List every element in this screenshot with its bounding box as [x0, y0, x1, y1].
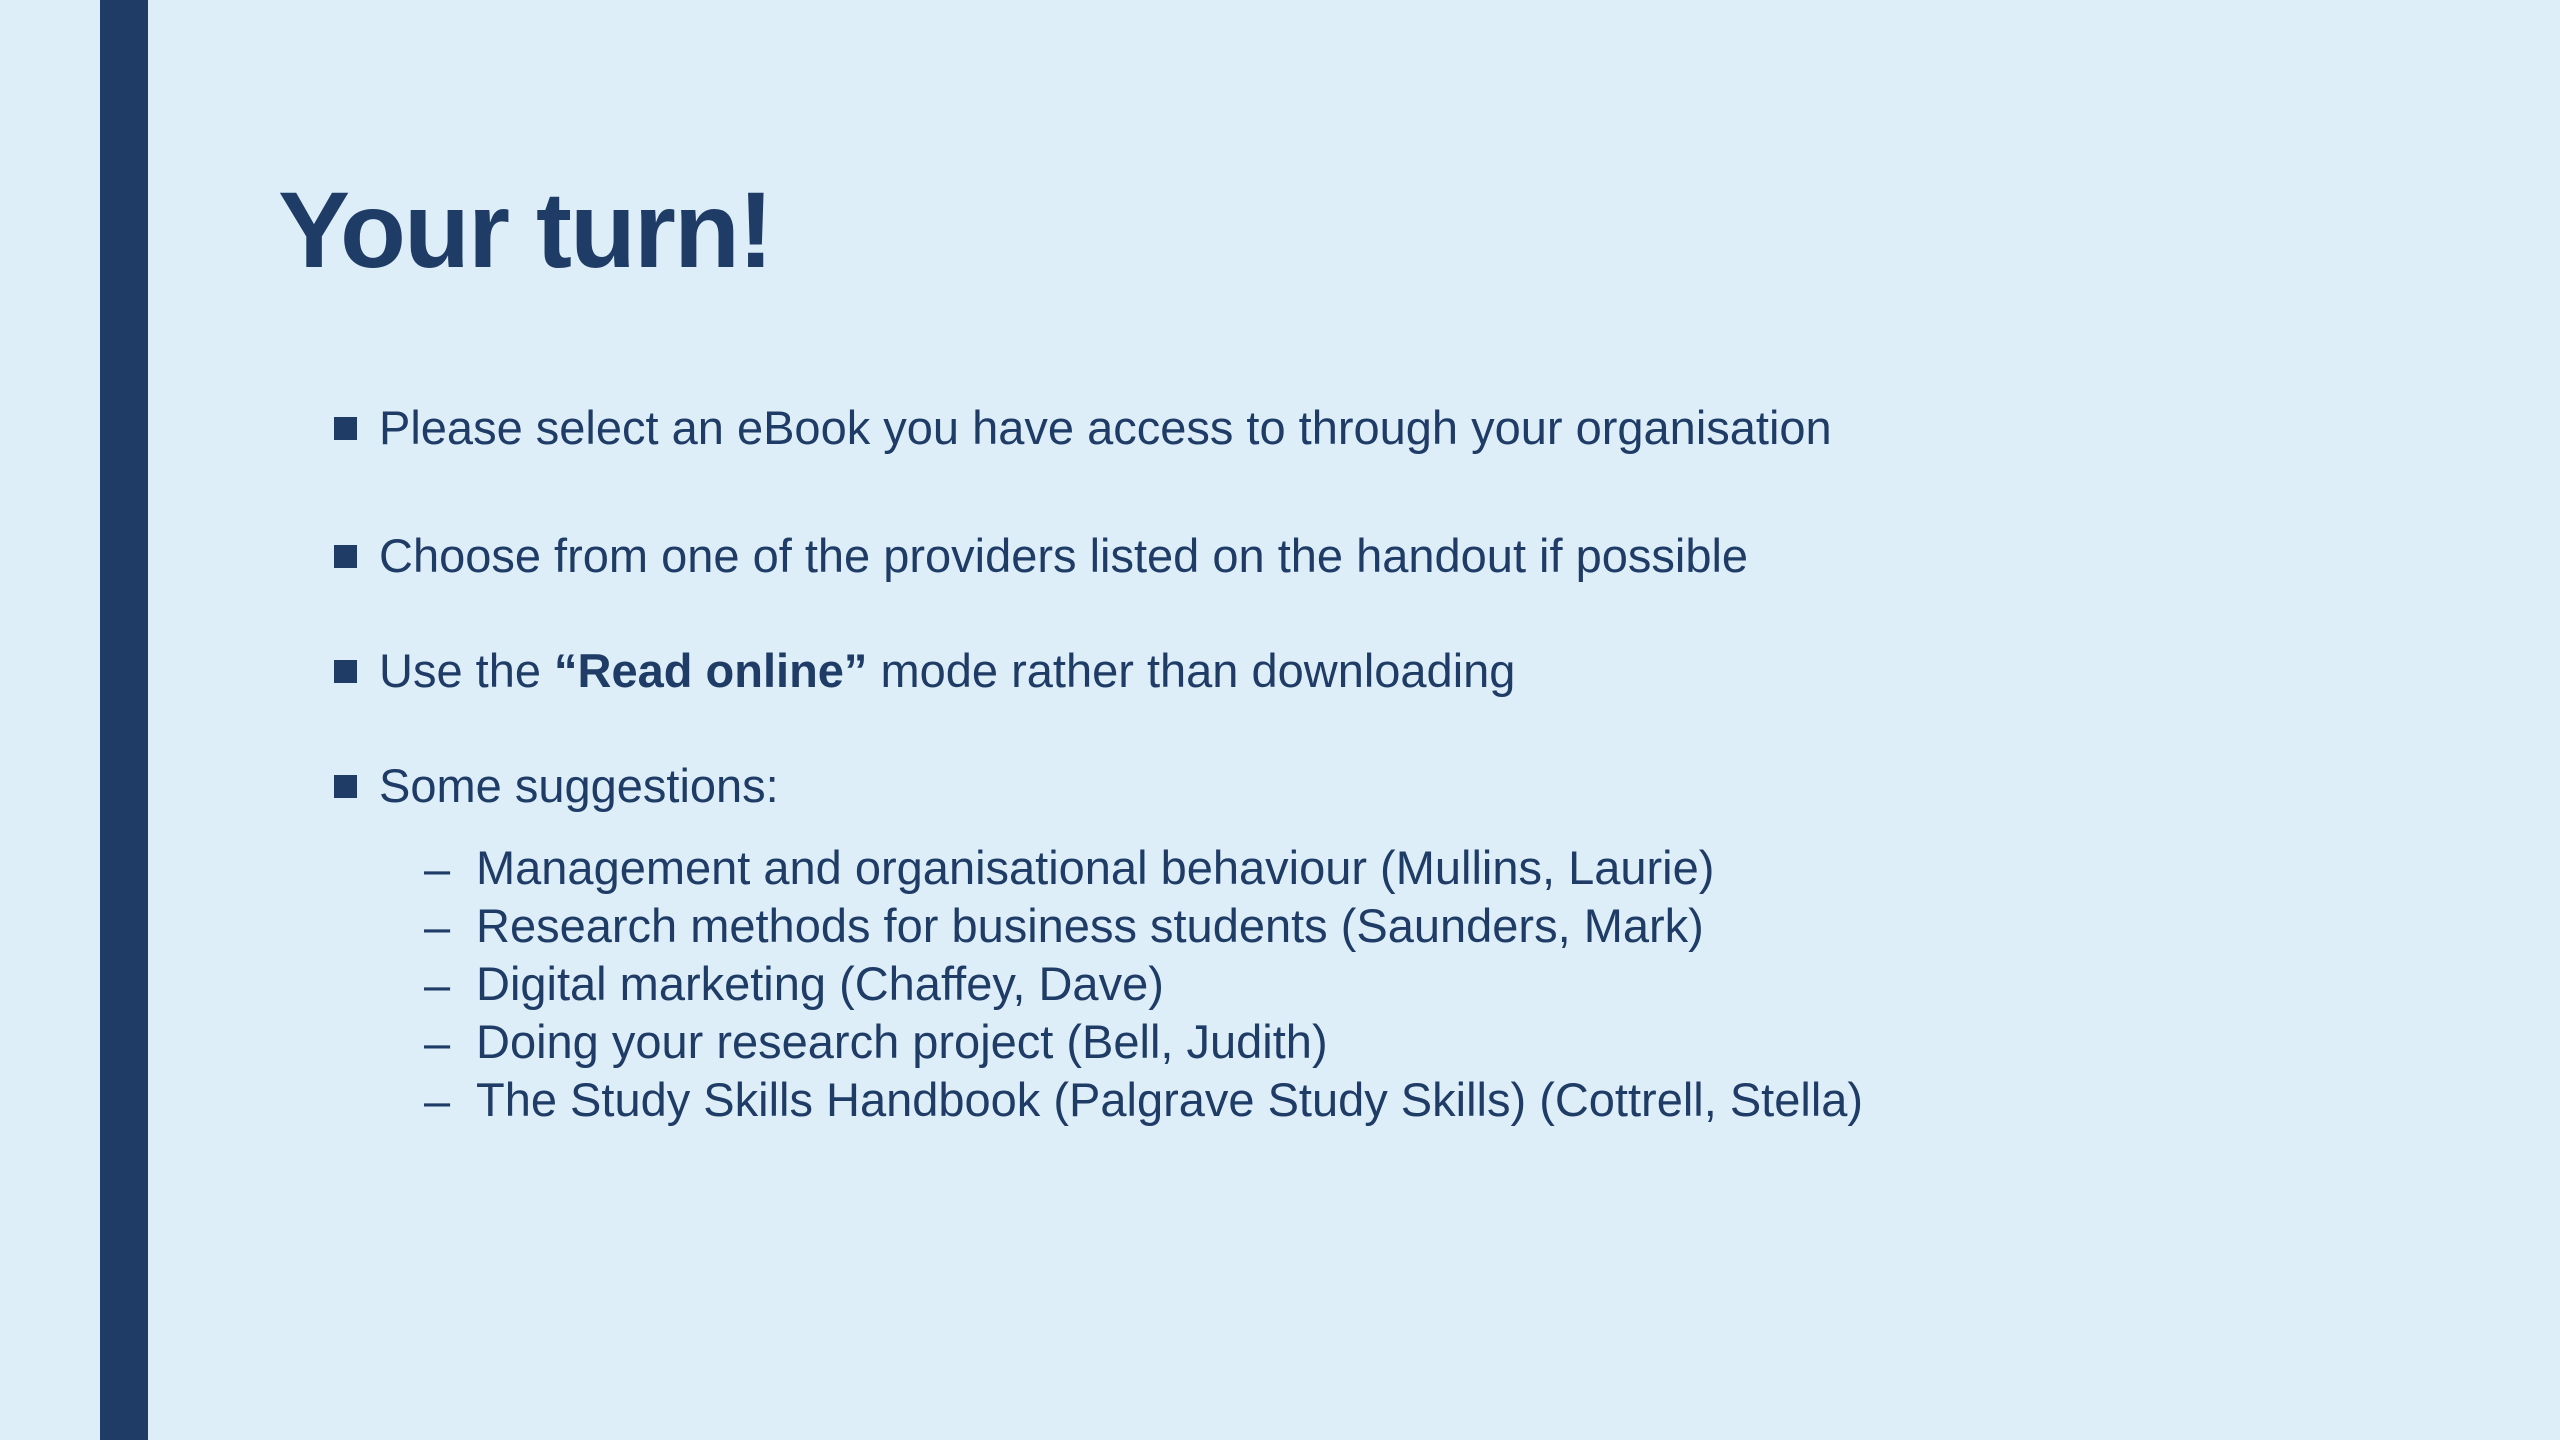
square-bullet-icon: [334, 775, 357, 798]
suggestion-item: [424, 1071, 1863, 1129]
square-bullet-icon: [334, 660, 357, 683]
dash-bullet: –: [424, 841, 451, 895]
bullet-text-before: Use the: [379, 644, 555, 697]
dash-bullet: –: [424, 1015, 451, 1069]
suggestion-text: The Study Skills Handbook (Palgrave Study Skills) (Cottrell, Stella): [476, 1073, 1864, 1126]
bullet-text: [379, 635, 1515, 707]
suggestion-text: Digital marketing (Chaffey, Dave): [476, 957, 1164, 1010]
bullet-text-after: mode rather than downloading: [867, 644, 1516, 697]
dash-bullet: –: [424, 957, 451, 1011]
suggestion-text: Research methods for business students (Saunders, Mark): [476, 899, 1704, 952]
bullet-text: Some suggestions:: [379, 759, 779, 812]
suggestion-item: [424, 955, 1863, 1013]
bullet-item: [334, 750, 779, 822]
bullet-item: [334, 520, 1748, 592]
suggestion-item: [424, 839, 1863, 897]
bullet-item: [334, 392, 1832, 464]
bullet-item: [334, 635, 1515, 707]
slide-title: Your turn!: [278, 169, 772, 290]
bullet-text: Choose from one of the providers listed on the handout if possible: [379, 529, 1749, 582]
dash-bullet: –: [424, 1073, 451, 1127]
dash-bullet: –: [424, 899, 451, 953]
suggestions-list: [424, 839, 1863, 1129]
square-bullet-icon: [334, 417, 357, 440]
read-online-emphasis: “Read online”: [554, 644, 868, 697]
suggestion-item: [424, 1013, 1863, 1071]
bullet-text: Please select an eBook you have access to through your organisation: [379, 401, 1832, 454]
suggestion-text: Doing your research project (Bell, Judith): [476, 1015, 1328, 1068]
accent-bar: [100, 0, 148, 1440]
suggestion-text: Management and organisational behaviour (Mullins, Laurie): [476, 841, 1715, 894]
square-bullet-icon: [334, 545, 357, 568]
suggestion-item: [424, 897, 1863, 955]
